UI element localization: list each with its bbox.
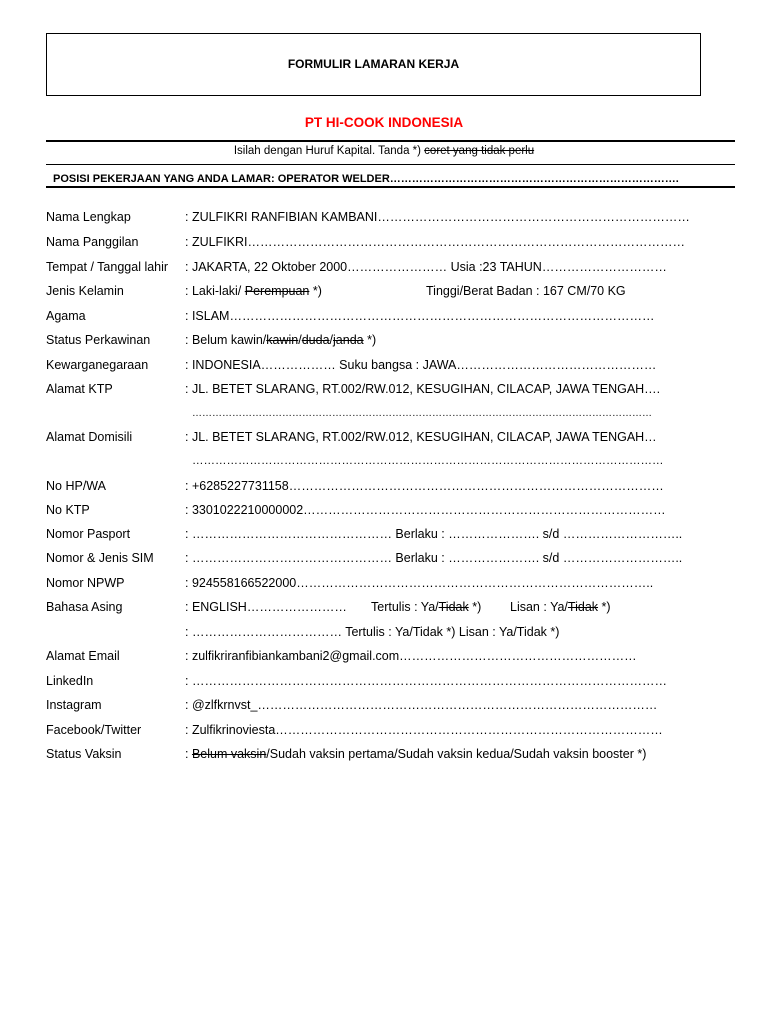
field-value: : JL. BETET SLARANG, RT.002/RW.012, KESUGIHAN, CILACAP, JAWA TENGAH…: [185, 430, 657, 444]
field-value: : ZULFIKRI RANFIBIAN KAMBANI…………………………………………………………………: [185, 210, 690, 224]
field-value: : Zulfikrinoviesta…………………………………………………………………………………: [185, 723, 663, 737]
field-value: [185, 747, 646, 761]
field-label: Alamat Domisili: [46, 430, 133, 444]
value-text: : Laki-laki/: [185, 284, 245, 298]
alamat-domisili-continuation: ……………………………………………………………………………………………………………: [192, 455, 664, 467]
field-label: LinkedIn: [46, 674, 94, 688]
value-text: /: [298, 333, 302, 347]
height-weight: Tinggi/Berat Badan : 167 CM/70 KG: [426, 284, 626, 298]
field-label: Nomor & Jenis SIM: [46, 551, 154, 565]
field-label: Status Perkawinan: [46, 333, 151, 347]
field-label: Nomor Pasport: [46, 527, 131, 541]
field-label: Bahasa Asing: [46, 600, 123, 614]
field-value: : 924558166522000…………………………………………………………………………..: [185, 576, 654, 590]
divider-bottom: [46, 186, 735, 188]
field-value: : ISLAM…………………………………………………………………………………………: [185, 309, 655, 323]
value-strike: Tidak: [438, 600, 469, 614]
value-text: Lisan : Ya/: [510, 600, 568, 614]
field-value: : 3301022210000002……………………………………………………………………………: [185, 503, 666, 517]
field-label: Jenis Kelamin: [46, 284, 124, 298]
company-name: PT HI-COOK INDONESIA: [304, 115, 464, 130]
field-label: Nomor NPWP: [46, 576, 125, 590]
value-text: Tertulis : Ya/: [371, 600, 439, 614]
field-value: : zulfikriranfibiankambani2@gmail.com…………………………………………………: [185, 649, 637, 663]
field-label: Kewarganegaraan: [46, 358, 149, 372]
field-value: : ………………………………………… Berlaku : …………………. s/d ………………………..: [185, 551, 683, 565]
field-value: : INDONESIA……………… Suku bangsa : JAWA…………………………………………: [185, 358, 657, 372]
value-strike: janda: [333, 333, 364, 347]
field-label: No KTP: [46, 503, 90, 517]
field-value: : ………………………………………… Berlaku : …………………. s/d ………………………..: [185, 527, 683, 541]
value-strike: kawin: [266, 333, 299, 347]
value-text: *): [468, 600, 482, 614]
field-value: [185, 284, 322, 298]
field-label: No HP/WA: [46, 479, 106, 493]
field-label: Agama: [46, 309, 86, 323]
value-strike: duda: [301, 333, 330, 347]
field-label: Tempat / Tanggal lahir: [46, 260, 169, 274]
field-label: Nama Lengkap: [46, 210, 131, 224]
position-applied: POSISI PEKERJAAN YANG ANDA LAMAR: OPERATOR WELDER…………………………………………………………………….: [53, 173, 679, 185]
fill-instruction: [0, 145, 768, 157]
field-value: : @zlfkrnvst_……………………………………………………………………………………: [185, 698, 658, 712]
field-label: Alamat Email: [46, 649, 120, 663]
field-value: : +6285227731158………………………………………………………………………………: [185, 479, 664, 493]
alamat-ktp-continuation: …………………………………………………………………………………………………………………………: [192, 408, 652, 419]
value-text: :: [185, 747, 192, 761]
field-label: Instagram: [46, 698, 102, 712]
value-strike: Tidak: [567, 600, 599, 614]
form-title-box: [46, 33, 701, 96]
instruction-text: Isilah dengan Huruf Kapital. Tanda *): [233, 145, 421, 157]
field-label: Status Vaksin: [46, 747, 122, 761]
field-value: : JL. BETET SLARANG, RT.002/RW.012, KESUGIHAN, CILACAP, JAWA TENGAH….: [185, 382, 661, 396]
field-value: : ENGLISH……………………: [185, 600, 347, 614]
value-text: /Sudah vaksin pertama/Sudah vaksin kedua/Sudah vaksin booster *): [266, 747, 647, 761]
field-value: : JAKARTA, 22 Oktober 2000…………………… Usia :23 TAHUN…………………………: [185, 260, 667, 274]
field-value: : ……………………………………………………………………………………………………: [185, 674, 667, 688]
form-title: FORMULIR LAMARAN KERJA: [287, 57, 460, 71]
field-value: : ……………………………… Tertulis : Ya/Tidak *) Lisan : Ya/Tidak *): [185, 625, 560, 639]
tertulis-option: [371, 600, 481, 614]
instruction-strike: coret yang tidak perlu: [424, 145, 535, 157]
value-text: *): [309, 284, 322, 298]
field-value: [185, 333, 376, 347]
divider-top: [46, 140, 735, 142]
field-value: : ZULFIKRI……………………………………………………………………………………………: [185, 235, 686, 249]
value-text: /: [329, 333, 334, 347]
value-strike: Perempuan: [244, 284, 310, 298]
value-text: *): [363, 333, 377, 347]
field-label: Nama Panggilan: [46, 235, 139, 249]
value-strike: Belum vaksin: [191, 747, 267, 761]
value-text: *): [598, 600, 611, 614]
field-label: Facebook/Twitter: [46, 723, 142, 737]
field-label: Alamat KTP: [46, 382, 113, 396]
value-text: : Belum kawin/: [185, 333, 267, 347]
lisan-option: [510, 600, 611, 614]
divider-mid: [46, 164, 735, 165]
